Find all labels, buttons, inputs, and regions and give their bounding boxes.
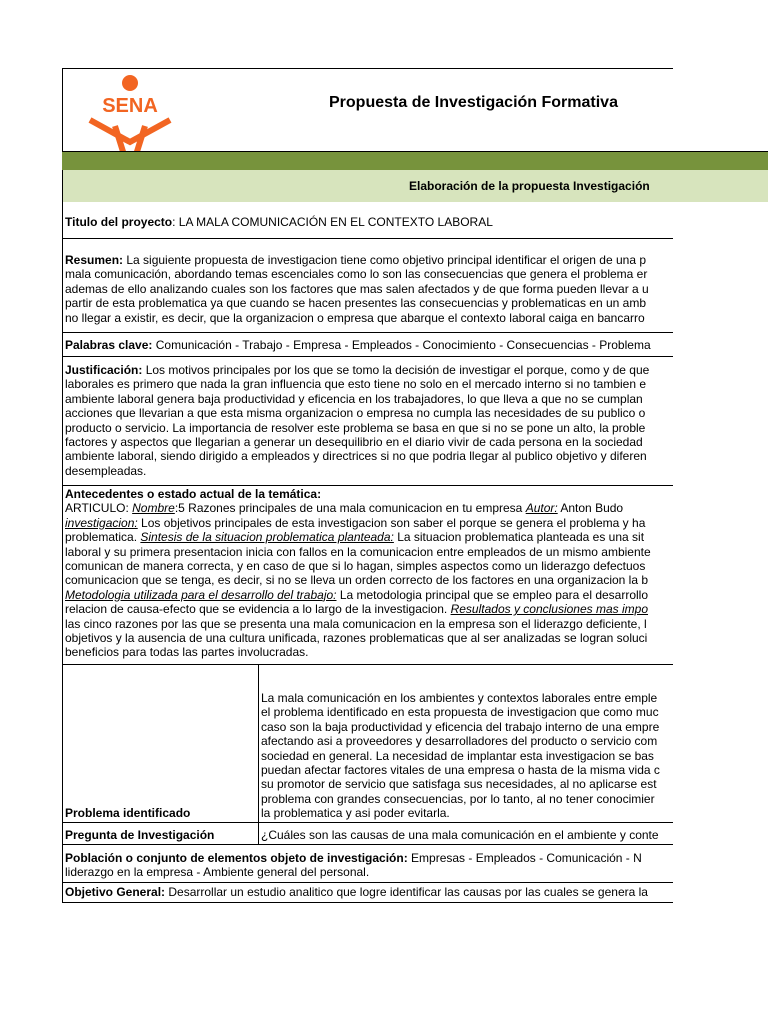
- palabras-value: Comunicación - Trabajo - Empresa - Empleados - Conocimiento - Consecuencias - Problema: [152, 338, 651, 352]
- resumen-row: [63, 239, 673, 333]
- titulo-row: [63, 203, 673, 239]
- antecedentes-metodologia-label: Metodologia utilizada para el desarrollo del trabajo:: [65, 587, 337, 602]
- antecedentes-text: Anton Budo: [557, 501, 624, 516]
- problema-row: [63, 665, 673, 823]
- objetivo-value: Desarrollar un estudio analitico que logre identificar las causas por las cuales se genera la: [165, 885, 648, 899]
- resumen-line: no llegar a existir, es decir, que la organizacion o empresa que abarque el contexto laboral caiga en bancarro: [65, 310, 645, 325]
- header: [63, 69, 673, 152]
- antecedentes-text: las cinco razones por las que se presenta una mala comunicacion en la empresa son el liderazgo deficiente, l: [65, 616, 647, 631]
- antecedentes-autor-label: Autor:: [525, 501, 558, 516]
- objetivo-row: [63, 883, 673, 903]
- antecedentes-sintesis-label: Sintesis de la situacion problematica planteada:: [140, 530, 394, 545]
- poblacion-row: [63, 845, 673, 883]
- justificacion-line: desempleadas.: [65, 463, 147, 478]
- resumen-line: La siguiente propuesta de investigacion tiene como objetivo principal identificar el origen de una p: [123, 253, 647, 267]
- antecedentes-text: relacion de causa-efecto que se evidencia a lo largo de la investigacion.: [65, 602, 451, 617]
- problema-line: problema con grandes consecuencias, por lo tanto, al no tener conocimier: [261, 791, 655, 806]
- justificacion-line: Los motivos principales por los que se tomo la decisión de investigar el porque, como y de que: [142, 363, 650, 377]
- poblacion-value: liderazgo en la empresa - Ambiente general del personal.: [65, 865, 370, 880]
- problema-line: La mala comunicación en los ambientes y contextos laborales entre emple: [261, 691, 658, 705]
- antecedentes-text: ARTICULO:: [65, 501, 133, 516]
- palabras-label: Palabras clave:: [65, 338, 153, 352]
- pregunta-label-cell: [63, 823, 259, 844]
- justificacion-line: acciones que llevarian a que esta misma organizacion o empresa no cumpla las necesidades de su publico o: [65, 406, 646, 421]
- pregunta-label: Pregunta de Investigación: [65, 827, 215, 842]
- antecedentes-text: laboral y su primera presentacion inicia con fallos en la comunicacion entre empleados de un mismo ambiente: [65, 544, 651, 559]
- poblacion-label: Población o conjunto de elementos objeto de investigación:: [65, 851, 408, 865]
- antecedentes-text: comunicacion que se tenga, es decir, si no se lleva un orden correcto de los factores en una organizacion la b: [65, 573, 649, 588]
- section-subtitle: Elaboración de la propuesta Investigación: [409, 179, 650, 193]
- section-header-band: [62, 170, 768, 202]
- resumen-line: mala comunicación, abordando temas escenciales como lo son las consecuencias que genera el problema er: [65, 267, 648, 282]
- antecedentes-text: La metodologia principal que se empleo para el desarrollo: [336, 587, 649, 602]
- poblacion-value: Empresas - Empleados - Comunicación - N: [407, 851, 642, 865]
- antecedentes-text: :5 Razones principales de una mala comunicacion en tu empresa: [174, 501, 526, 516]
- resumen-line: ademas de ello analizando cuales son los factores que mas salen afectados y de que forma pueden llevar a u: [65, 281, 649, 296]
- titulo-label: Titulo del proyecto: [65, 215, 173, 229]
- sena-logo: [85, 72, 175, 152]
- problema-line: caso son la baja productividad y eficencia del trabajo interno de una empre: [261, 719, 660, 734]
- justificacion-line: ambiente laboral genera baja productividad y eficencia en los trabajadores, lo que lleva a que no se cumplan: [65, 391, 643, 406]
- antecedentes-nombre-label: Nombre: [132, 501, 175, 516]
- antecedentes-text: La situacion problematica planteada es una sit: [393, 530, 645, 545]
- svg-text:SENA: SENA: [102, 95, 158, 117]
- problema-label-cell: [63, 665, 259, 822]
- justificacion-line: laborales es primero que nada la gran influencia que esto tiene no solo en el mercado interno si no tambien e: [65, 377, 647, 392]
- antecedentes-text: problematica.: [65, 530, 141, 545]
- justificacion-line: factores y aspectos que llegarian a generar un desequilibrio en el diario vivir de cada persona en la sociedad: [65, 434, 643, 449]
- problema-text-cell: [261, 691, 660, 821]
- problema-line: la problematica y asi poder evitarla.: [261, 806, 450, 821]
- problema-line: puedan afectar factores vitales de una empresa o hasta de la misma vida c: [261, 762, 660, 777]
- titulo-value: : LA MALA COMUNICACIÓN EN EL CONTEXTO LABORAL: [172, 215, 493, 229]
- resumen-label: Resumen:: [65, 253, 124, 267]
- objetivo-label: Objetivo General:: [65, 885, 166, 899]
- justificacion-line: producto o servicio. La importancia de resolver este problema se basa en que si no se pone un alto, la proble: [65, 420, 646, 435]
- justificacion-line: ambiente laboral, siendo dirigido a empleados y directrices si no que podria llegar al publico objetivo y diferen: [65, 449, 647, 464]
- justificacion-row: [63, 357, 673, 486]
- antecedentes-text: Los objetivos principales de esta investigacion son saber el porque se genera el problema y ha: [137, 515, 646, 530]
- header-band-dark: [62, 151, 768, 170]
- antecedentes-text: beneficios para todas las partes involucradas.: [65, 645, 309, 660]
- antecedentes-resultados-label: Resultados y conclusiones mas impo: [450, 602, 649, 617]
- antecedentes-text: comunican de manera correcta, y en caso de que si lo hagan, simples aspectos como un liderazgo defectuos: [65, 558, 646, 573]
- antecedentes-label: Antecedentes o estado actual de la temática:: [65, 487, 322, 501]
- antecedentes-row: [63, 486, 673, 665]
- problema-line: sociedad en general. La necesidad de implantar esta investigacion se bas: [261, 748, 654, 763]
- pregunta-value: ¿Cuáles son las causas de una mala comunicación en el ambiente y conte: [261, 828, 659, 842]
- problema-line: su promotor de servicio que satisfaga sus necesidades, al no aplicarse est: [261, 777, 657, 792]
- antecedentes-text: objetivos y la ausencia de una cultura unificada, razones problematicas que al ser analizadas se logran soluci: [65, 630, 648, 645]
- palabras-row: [63, 333, 673, 357]
- antecedentes-investigacion-label: investigacion:: [65, 515, 138, 530]
- page-title: Propuesta de Investigación Formativa: [329, 94, 618, 111]
- problema-line: el problema identificado en esta propuesta de investigacion que como muc: [261, 705, 659, 720]
- problema-label: Problema identificado: [65, 805, 191, 820]
- justificacion-label: Justificación:: [65, 363, 143, 377]
- problema-line: afectando asi a proveedores y desarrolladores del producto o servicio com: [261, 734, 658, 749]
- resumen-line: partir de esta problematica ya que cuando se hacen presentes las consecuencias y problematicas en un amb: [65, 296, 647, 311]
- pregunta-row: [63, 823, 673, 845]
